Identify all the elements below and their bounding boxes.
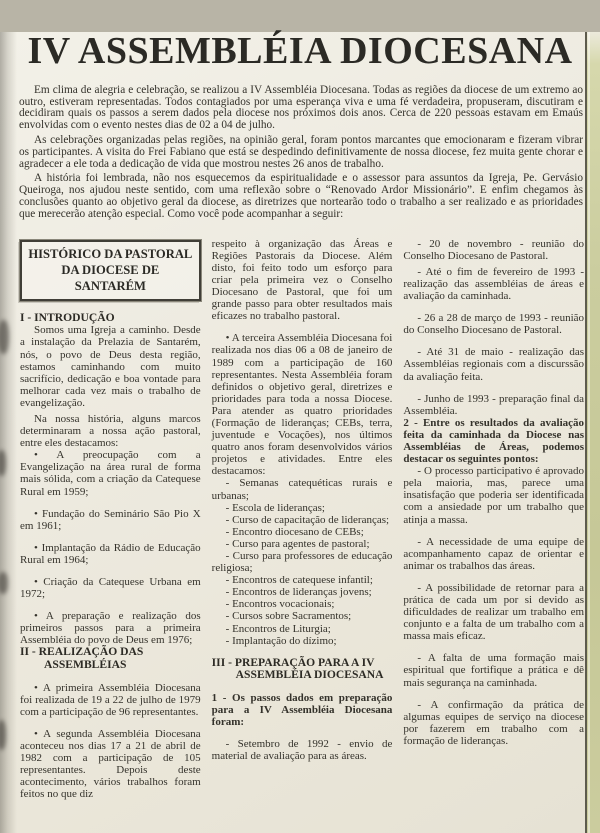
list-item: - Curso para agentes de pastoral; <box>225 537 370 550</box>
result-point: - A confirmação da prática de algumas equipes de serviço na diocese por fazerem em trabalho com a formação de lideranças. <box>403 698 585 747</box>
timeline-item: - Até 31 de maio - realização das Assembléias regionais com a discurssão da avaliação feita. <box>403 346 585 383</box>
page-title: IV ASSEMBLÉIA DIOCESANA <box>27 30 573 72</box>
column-right <box>403 238 584 786</box>
list-item: - Implantação do dízimo; <box>225 634 337 647</box>
timeline-item: - Até o fim de fevereiro de 1993 - realização das assembléias de áreas e avaliação da caminhada. <box>403 265 585 303</box>
result-point: - A necessidade de uma equipe de acompanhamento capaz de orientar e animar os trabalhos das áreas. <box>403 535 585 572</box>
paragraph: Somos uma Igreja a caminho. Desde a instalação da Prelazia de Santarém, nós, o povo de Deus desta região, estamos caminhando com muito sacrifício, dedicação e boa vontade para melhorar cada vez mais o trabalho de evangelização. <box>20 324 201 409</box>
intro-paragraph-3: A história foi lembrada, não nos esquecemos da espiritualidade e o assessor para assuntos da Igreja, Pe. Gervásio Queiroga, nos ajudou neste sentido, com uma reflexão sobre o “Renovado Ardor Missionário”. E enfim chegamos às conclusões quanto ao objetivo geral da diocese, as diretrizes que nortearão todo o trabalho a ser realizado e as prioridades que merecerão atenção especial. Como você pode acompanhar a seguir: <box>19 172 583 220</box>
page-edge-strip <box>585 32 600 833</box>
scan-blotch <box>0 320 9 354</box>
list-item: - Encontros de catequese infantil; <box>225 574 373 587</box>
subheading-resultados: 2 - Entre os resultados da avaliação feita da caminhada da Diocese nas Assembléias de Áreas, podemos destacar os seguintes pontos: <box>403 416 585 466</box>
paragraph: Na nossa história, alguns marcos determinaram a nossa ação pastoral, entre eles destacamos: <box>20 412 201 450</box>
bullet-item: • A preparação e realização dos primeiros passos para a primeira Assembléia do povo de Deus em 1976; <box>20 610 201 647</box>
bullet-item: • A terceira Assembléia Diocesana foi realizada nos dias 06 a 08 de janeiro de 1989 com a participação de 160 representantes. Nesta Assembléia foram definidos o objetivo geral, diretrizes e prioridades para toda a nossa Diocese. Para atender as quatro prioridades (Formação de lideranças; CEBs, terra, juventude e Vocações), nos últimos quatro anos foram desenvolvidos vários projetos e atividades. Entre eles destacamos: <box>211 332 393 478</box>
timeline-item: - 26 a 28 de março de 1993 - reunião do Conselho Diocesano de Pastoral. <box>403 312 585 337</box>
bullet-item: • Fundação do Seminário São Pio X em 1961; <box>20 507 201 532</box>
heading-preparacao: III - PREPARAÇÃO PARA A IV ASSEMBLÉIA DIOCESANA <box>211 655 384 682</box>
scanned-newsletter-page <box>0 32 600 833</box>
list-item: - Encontros de Liturgia; <box>225 622 331 635</box>
scan-blotch <box>0 720 6 750</box>
three-column-body <box>20 237 585 801</box>
list-item: - Escola de lideranças; <box>225 501 325 514</box>
paragraph-continuation: respeito à organização das Áreas e Regiões Pastorais da Diocese. Além disto, foi feito todo um esforço para criar pela primeira vez o Conselho Diocesano de Pastoral, que foi um grande passo para obter resultados mais eficazes no trabalho pastoral. <box>211 237 393 323</box>
bullet-item: • A primeira Assembléia Diocesana foi realizada de 19 a 22 de julho de 1979 com a participação de 96 representantes. <box>20 681 201 718</box>
list-item: - Encontro diocesano de CEBs; <box>225 525 364 538</box>
heading-realizacao: II - REALIZAÇÃO DAS ASSEMBLÉIAS <box>20 645 144 672</box>
heading-introducao: I - INTRODUÇÃO <box>20 310 115 324</box>
list-item: - Encontros vocacionais; <box>225 598 335 611</box>
timeline-item: - 20 de novembro - reunião do Conselho Diocesano de Pastoral. <box>403 237 585 262</box>
bullet-item: • Criação da Catequese Urbana em 1972; <box>20 576 201 601</box>
result-point: - A possibilidade de retornar para a prática de cada um por si devido as dificuldades de realizar um trabalho em conjunto e a falta de um trabalho com a massa mais eficaz. <box>403 581 585 643</box>
subheading-passos: 1 - Os passos dados em preparação para a IV Assembléia Diocesana foram: <box>211 691 393 729</box>
list-item: - Cursos sobre Sacramentos; <box>225 610 352 623</box>
timeline-item: - Junho de 1993 - preparação final da Assembléia. <box>403 392 585 417</box>
bullet-item: • A segunda Assembléia Diocesana aconteceu nos dias 17 a 21 de abril de 1982 com a participação de 105 representantes. Depois deste acontecimento, vários trabalhos foram feitos no que diz <box>20 727 201 801</box>
scan-blotch <box>0 450 6 476</box>
section-box-heading: HISTÓRICO DA PASTORAL DA DIOCESE DE SANTARÉM <box>20 240 201 301</box>
result-point: - O processo participativo é aprovado pela maioria, mas, parece uma insatisfação que poderia ser identificada com a ansiedade por um trabalho que atinja a massa. <box>403 465 585 526</box>
list-item: - Curso de capacitação de lideranças; <box>225 513 390 526</box>
scan-edge-shadow <box>0 32 17 833</box>
scan-blotch <box>0 572 8 594</box>
list-item: - Encontros de lideranças jovens; <box>225 586 372 599</box>
result-point: - A falta de uma formação mais espiritual que fortifique a prática e dê mais segurança na caminhada. <box>403 652 585 689</box>
bullet-item: • Implantação da Rádio de Educação Rural em 1964; <box>20 541 201 566</box>
list-item: - Semanas catequéticas rurais e urbanas; <box>211 477 393 502</box>
intro-paragraph-2: As celebrações organizadas pelas regiões, na opinião geral, foram pontos marcantes que emocionaram e fizeram vibrar os participantes. A visita do Frei Fabiano que está se despedindo definitivamente de nossa diocese, fez muita gente chorar e agradecer a ele toda a dedicação de vida que mostrou nestes 26 anos de trabalho. <box>19 134 583 170</box>
intro-paragraph-1: Em clima de alegria e celebração, se realizou a IV Assembléia Diocesana. Todas as regiões da diocese de um extremo ao outro, estiveram representadas. Todos contagiados por uma esperança viva e uma fé verdadeira, propuseram, discutiram e decidiram quais os passos a serem dados pela diocese nos próximos dois anos. Cerca de 220 pessoas estavam em Emaús envolvidas com o evento nestes dias de 02 a 04 de julho. <box>19 83 583 132</box>
list-item: - Curso para professores de educação religiosa; <box>211 550 393 575</box>
timeline-item: - Setembro de 1992 - envio de material de avaliação para as áreas. <box>211 738 393 763</box>
column-left <box>20 238 201 801</box>
column-middle <box>212 238 393 786</box>
bullet-item: • A preocupação com a Evangelização na área rural de forma mais sólida, com a criação da Catequese Rural em 1959; <box>20 449 201 498</box>
intro-section <box>19 85 583 221</box>
